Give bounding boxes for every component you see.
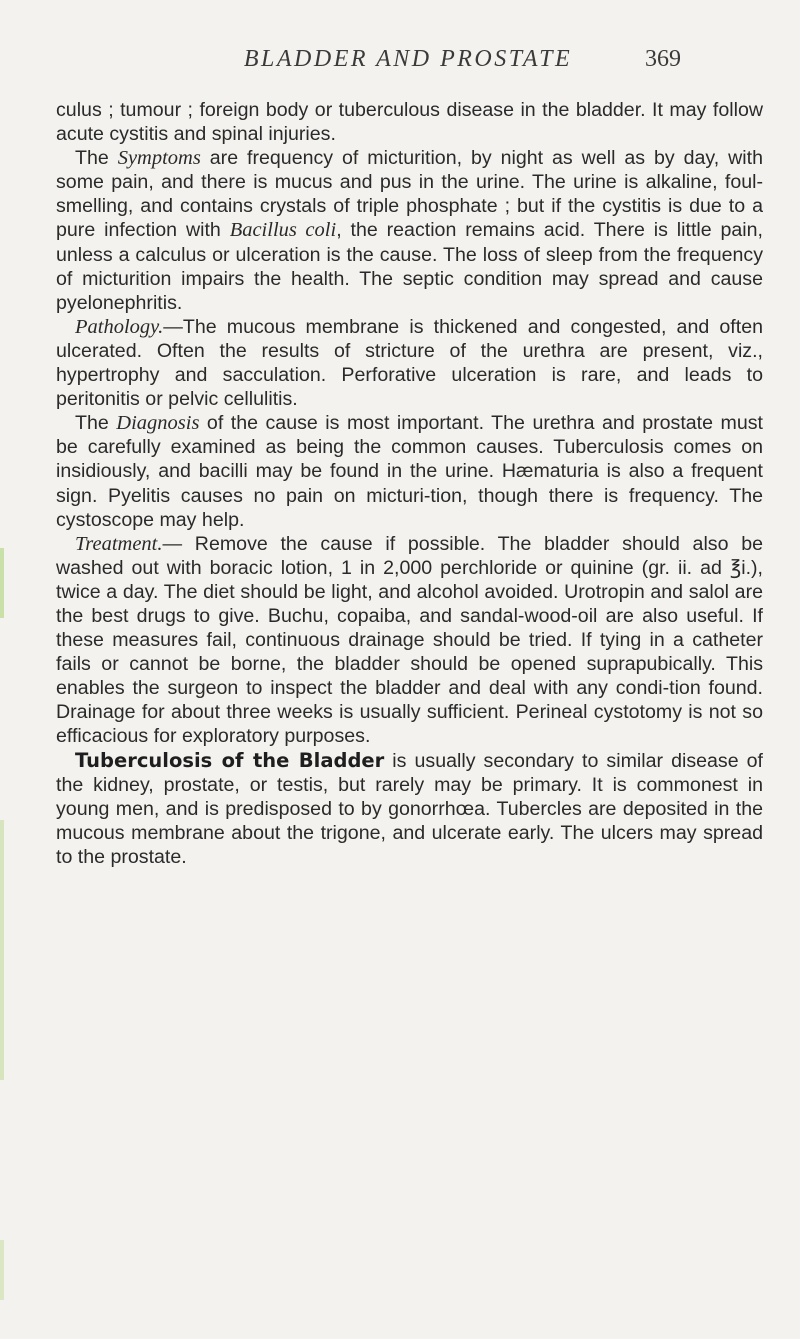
paragraph-text: —The mucous membrane is thickened and congested, and often ulcerated. Often the results of stricture of the urethra are present, viz., hypertrophy and sacculation. Perforative ulceration is rare, and leads to peritonitis or pelvic cellulitis. [56,315,763,411]
paragraph-text: are frequency of micturition, by night as well as by day, with some pain, and there is mucus and pus in the urine. The urine is alkaline, foul-smelling, and contains crystals of triple phosphate ; but if the cystitis is due to a pure infection with [56,147,763,242]
section-heading-pathology: Pathology. [75,315,164,338]
paragraph-text: of the cause is most important. The urethra and prostate must be carefully examined as being the common causes. Tuberculosis comes on insidiously, and bacilli may be found in the urine. Hæmaturia is also a frequent sign. Pyelitis causes no pain on micturi-tion, though there is frequency. The cystoscope may help. [56,412,763,531]
section-heading-treatment: Treatment. [75,532,163,555]
page-edge-tint [0,820,4,1080]
paragraph-lead: The [75,412,117,435]
running-title: BLADDER AND PROSTATE [243,46,573,72]
paragraph-text: , the reaction remains acid. There is little pain, unless a calculus or ulceration is the cause. The loss of sleep from the frequency of micturition impairs the health. The septic condition may spread and cause pyelonephritis. [56,219,764,314]
paragraph-diagnosis [56,411,763,531]
paragraph-treatment [56,532,763,749]
paragraph-symptoms [56,146,763,315]
page-number: 369 [645,46,681,72]
section-heading-symptoms: Symptoms [117,147,201,170]
section-heading-tuberculosis: Tuberculosis of the Bladder [75,748,385,772]
paragraph-text: is usually secondary to similar disease of the kidney, prostate, or testis, but rarely may be primary. It is commonest in young men, and is predisposed to by gonorrhœa. Tubercles are deposited in the mucous membrane about the trigone, and ulcerate early. The ulcers may spread to the prostate. [56,749,764,868]
italic-term: Bacillus coli [229,219,337,242]
section-heading-diagnosis: Diagnosis [116,412,200,435]
paragraph-pathology [56,315,763,411]
paragraph-continuation [56,98,763,146]
paragraph-lead: The [75,147,118,170]
page-edge-tint [0,1240,4,1300]
page-edge-tint [0,548,4,618]
body-text [56,98,763,869]
paragraph-text: culus ; tumour ; foreign body or tuberculous disease in the bladder. It may follow acute cystitis and spinal injuries. [56,99,763,146]
paragraph-tuberculosis [56,749,763,869]
paragraph-text: — Remove the cause if possible. The bladder should also be washed out with boracic lotion, 1 in 2,000 perchloride or quinine (gr. ii. ad ℥i.), twice a day. The diet should be light, and alcohol avoided. Urotropin and salol are the best drugs to give. Buchu, copaiba, and sandal-wood-oil are also useful. If these measures fail, continuous drainage should be tried. If tying in a catheter fails or cannot be borne, the bladder should be opened suprapubically. This enables the surgeon to inspect the bladder and deal with any condi-tion found. Drainage for about three weeks is usually sufficient. Perineal cystotomy is not so efficacious for exploratory purposes. [56,532,763,748]
